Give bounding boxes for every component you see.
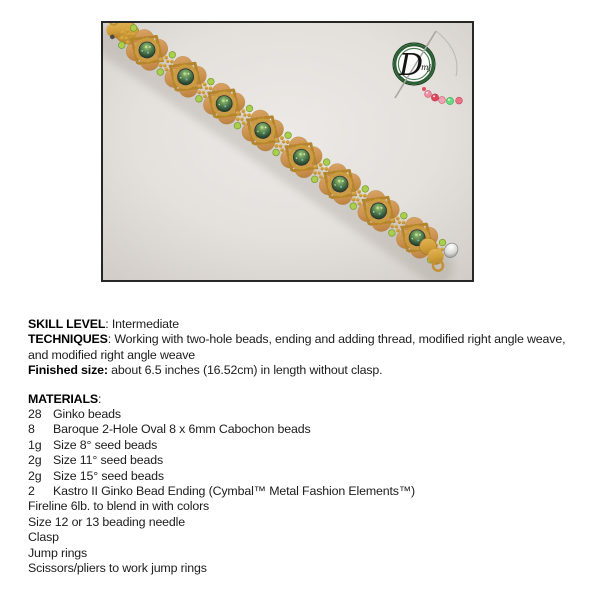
intro-row-text: and modified right angle weave <box>28 347 196 362</box>
materials-row <box>28 469 588 484</box>
materials-heading-label: MATERIALS <box>28 391 99 406</box>
materials-row <box>28 561 588 576</box>
materials-row-item: Size 12 or 13 beading needle <box>28 514 186 529</box>
materials-row-item: Size 8° seed beads <box>53 437 158 452</box>
logo-monogram: D <box>398 48 424 83</box>
intro-row <box>28 317 588 332</box>
materials-row-item: Scissors/pliers to work jump rings <box>28 561 207 576</box>
materials-row-qty: 28 <box>28 407 42 422</box>
materials-row-qty: 2g <box>28 453 42 468</box>
intro-row-label: TECHNIQUES <box>28 332 108 347</box>
bracelet-photo-frame <box>101 21 474 282</box>
materials-row <box>28 546 588 561</box>
intro-row <box>28 348 588 363</box>
intro-row <box>28 363 588 378</box>
bracelet-photo <box>103 23 472 280</box>
materials-row-item: Clasp <box>28 530 59 545</box>
materials-row <box>28 499 588 514</box>
materials-row-item: Baroque 2-Hole Oval 8 x 6mm Cabochon beads <box>53 422 311 437</box>
materials-row-item: Fireline 6lb. to blend in with colors <box>28 499 210 514</box>
materials-row-qty: 1g <box>28 437 42 452</box>
intro-row-label: SKILL LEVEL <box>28 317 106 331</box>
section-gap <box>28 379 588 392</box>
intro-row-text: : Intermediate <box>105 317 179 331</box>
materials-row-item: Size 11° seed beads <box>53 453 164 468</box>
materials-row <box>28 515 588 530</box>
logo-monogram-small: mj <box>421 63 432 72</box>
intro-block <box>28 317 588 379</box>
intro-row-label: Finished size: <box>28 363 108 378</box>
materials-row <box>28 407 588 422</box>
materials-row-qty: 2 <box>28 484 35 499</box>
materials-row-qty: 8 <box>28 422 35 437</box>
intro-row <box>28 332 588 347</box>
materials-row-item: Jump rings <box>28 545 88 560</box>
intro-row-text: about 6.5 inches (16.52cm) in length without clasp. <box>107 363 383 378</box>
materials-row <box>28 422 588 437</box>
materials-row <box>28 530 588 545</box>
materials-row <box>28 438 588 453</box>
intro-row-text: : Working with two-hole beads, ending and adding thread, modified right angle weave, <box>107 332 566 347</box>
materials-row-qty: 2g <box>28 468 42 483</box>
materials-row-item: Size 15° seed beads <box>53 468 164 483</box>
materials-row-item: Kastro II Ginko Bead Ending (Cymbal™ Metal Fashion Elements™) <box>53 484 416 499</box>
pattern-info <box>28 317 588 577</box>
materials-heading <box>28 392 588 407</box>
materials-heading-colon: : <box>98 391 102 406</box>
materials-row <box>28 453 588 468</box>
materials-row <box>28 484 588 499</box>
materials-list <box>28 407 588 576</box>
materials-row-item: Ginko beads <box>53 407 121 422</box>
